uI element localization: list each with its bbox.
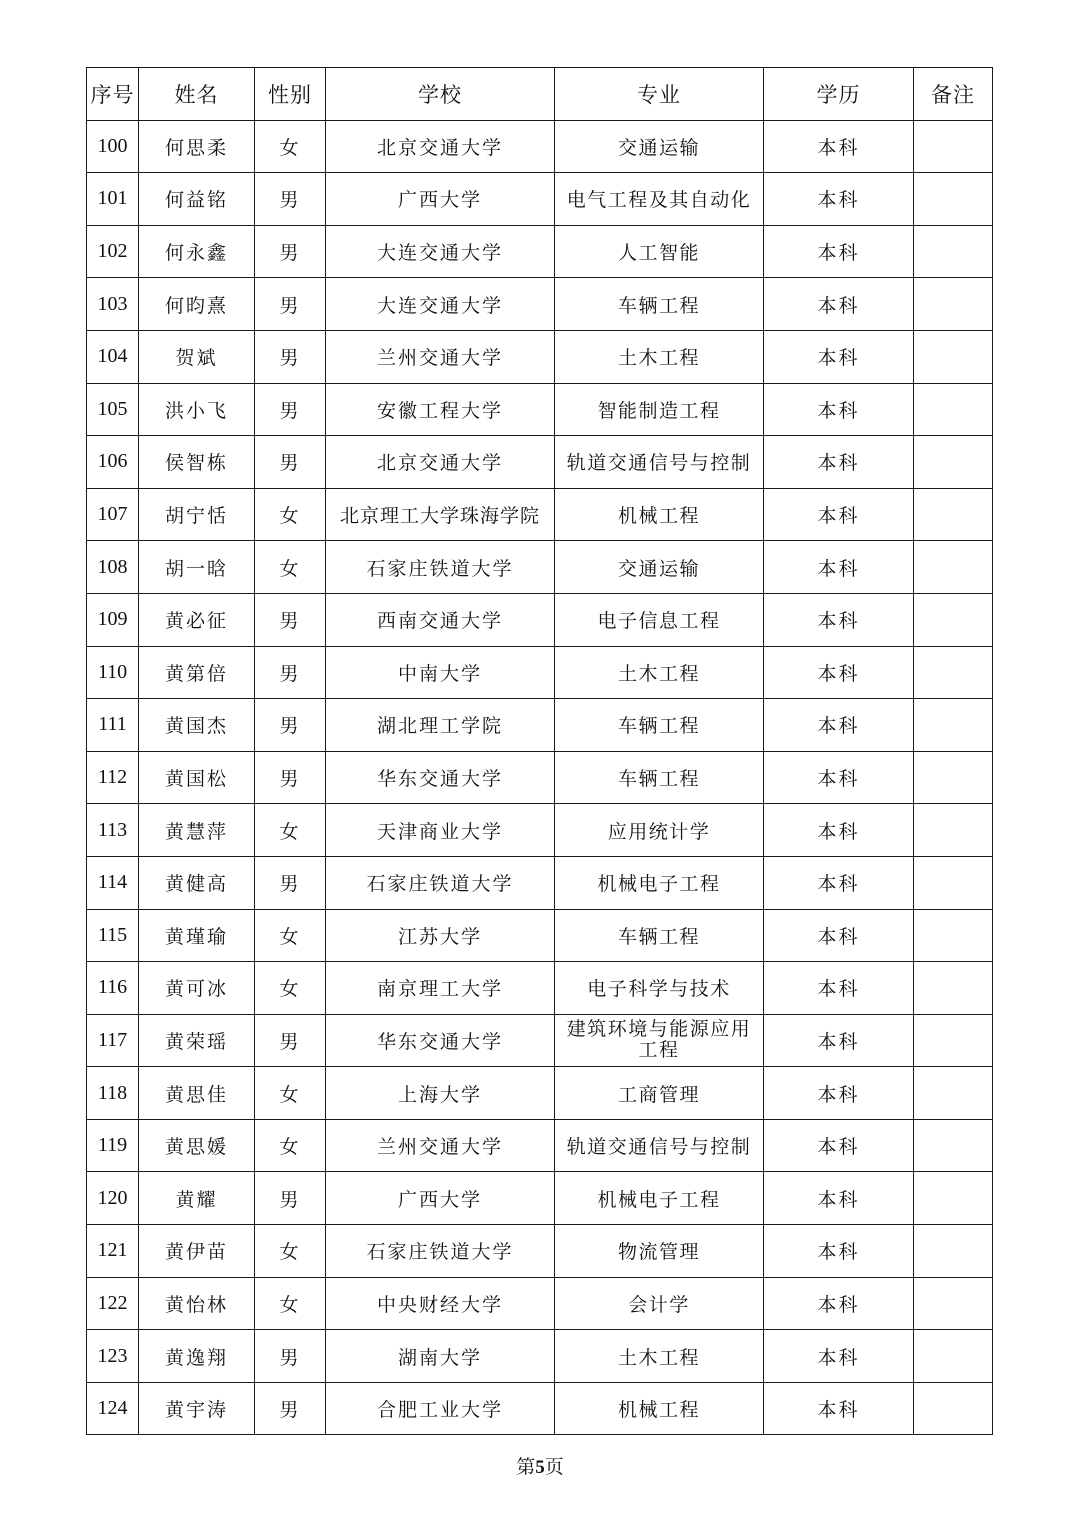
cell-name: 黄宇涛 — [139, 1382, 255, 1435]
page-footer — [0, 1452, 1080, 1479]
roster-table — [86, 67, 993, 1435]
table-row — [87, 488, 993, 541]
header-name: 姓名 — [139, 68, 255, 121]
cell-gender: 女 — [255, 1119, 326, 1172]
cell-degree: 本科 — [764, 856, 914, 909]
cell-major: 电子科学与技术 — [555, 962, 764, 1015]
cell-gender: 男 — [255, 1382, 326, 1435]
cell-remark — [914, 856, 993, 909]
cell-degree: 本科 — [764, 1172, 914, 1225]
header-degree: 学历 — [764, 68, 914, 121]
cell-major: 会计学 — [555, 1277, 764, 1330]
table-row — [87, 1172, 993, 1225]
cell-remark — [914, 1119, 993, 1172]
cell-gender: 男 — [255, 856, 326, 909]
cell-remark — [914, 436, 993, 489]
cell-remark — [914, 383, 993, 436]
cell-remark — [914, 120, 993, 173]
cell-gender: 男 — [255, 646, 326, 699]
cell-name: 黄瑾瑜 — [139, 909, 255, 962]
cell-name: 洪小飞 — [139, 383, 255, 436]
cell-name: 黄可冰 — [139, 962, 255, 1015]
cell-major-line: 工程 — [638, 1039, 680, 1062]
cell-major: 车辆工程 — [555, 278, 764, 331]
cell-remark — [914, 1277, 993, 1330]
cell-remark — [914, 751, 993, 804]
cell-gender: 男 — [255, 383, 326, 436]
cell-remark — [914, 225, 993, 278]
cell-index: 112 — [87, 751, 139, 804]
cell-index: 102 — [87, 225, 139, 278]
cell-name: 黄必征 — [139, 593, 255, 646]
cell-index: 108 — [87, 541, 139, 594]
cell-name: 何昀熹 — [139, 278, 255, 331]
cell-major: 人工智能 — [555, 225, 764, 278]
table-row — [87, 173, 993, 226]
cell-gender: 女 — [255, 804, 326, 857]
cell-school: 中南大学 — [326, 646, 555, 699]
cell-name: 黄伊苗 — [139, 1225, 255, 1278]
cell-degree: 本科 — [764, 804, 914, 857]
table-row — [87, 646, 993, 699]
cell-degree: 本科 — [764, 488, 914, 541]
cell-major: 土木工程 — [555, 330, 764, 383]
cell-major: 轨道交通信号与控制 — [555, 1119, 764, 1172]
cell-major: 应用统计学 — [555, 804, 764, 857]
cell-name: 何思柔 — [139, 120, 255, 173]
table-row — [87, 1330, 993, 1383]
cell-major-line: 建筑环境与能源应用 — [566, 1017, 752, 1040]
cell-degree: 本科 — [764, 909, 914, 962]
cell-major: 轨道交通信号与控制 — [555, 436, 764, 489]
cell-school: 北京交通大学 — [326, 436, 555, 489]
cell-index: 116 — [87, 962, 139, 1015]
cell-major: 机械电子工程 — [555, 1172, 764, 1225]
cell-school: 华东交通大学 — [326, 1014, 555, 1067]
cell-remark — [914, 1014, 993, 1067]
cell-name: 何益铭 — [139, 173, 255, 226]
table-row — [87, 804, 993, 857]
cell-index: 118 — [87, 1067, 139, 1120]
cell-index: 122 — [87, 1277, 139, 1330]
table-row — [87, 751, 993, 804]
cell-school: 大连交通大学 — [326, 278, 555, 331]
cell-index: 107 — [87, 488, 139, 541]
cell-remark — [914, 1225, 993, 1278]
cell-school: 天津商业大学 — [326, 804, 555, 857]
cell-index: 124 — [87, 1382, 139, 1435]
header-gender: 性别 — [255, 68, 326, 121]
table-row — [87, 1067, 993, 1120]
table-row — [87, 1382, 993, 1435]
table-row — [87, 856, 993, 909]
cell-degree: 本科 — [764, 962, 914, 1015]
cell-school: 西南交通大学 — [326, 593, 555, 646]
header-index: 序号 — [87, 68, 139, 121]
cell-name: 黄第倍 — [139, 646, 255, 699]
cell-degree: 本科 — [764, 1277, 914, 1330]
cell-degree: 本科 — [764, 330, 914, 383]
cell-degree: 本科 — [764, 646, 914, 699]
cell-school: 北京交通大学 — [326, 120, 555, 173]
cell-name: 黄国松 — [139, 751, 255, 804]
cell-index: 115 — [87, 909, 139, 962]
table-row — [87, 1225, 993, 1278]
cell-major: 机械电子工程 — [555, 856, 764, 909]
cell-school: 南京理工大学 — [326, 962, 555, 1015]
cell-name: 黄荣瑶 — [139, 1014, 255, 1067]
cell-major: 车辆工程 — [555, 699, 764, 752]
cell-school: 湖北理工学院 — [326, 699, 555, 752]
table-row — [87, 120, 993, 173]
cell-name: 黄耀 — [139, 1172, 255, 1225]
table-row — [87, 1014, 993, 1067]
cell-major: 机械工程 — [555, 1382, 764, 1435]
cell-degree: 本科 — [764, 436, 914, 489]
cell-school: 石家庄铁道大学 — [326, 541, 555, 594]
cell-gender: 女 — [255, 962, 326, 1015]
header-row — [87, 68, 993, 121]
table-row — [87, 1119, 993, 1172]
cell-remark — [914, 593, 993, 646]
cell-major: 机械工程 — [555, 488, 764, 541]
table-row — [87, 962, 993, 1015]
cell-major: 土木工程 — [555, 646, 764, 699]
cell-remark — [914, 804, 993, 857]
cell-major: 土木工程 — [555, 1330, 764, 1383]
cell-index: 101 — [87, 173, 139, 226]
cell-major: 车辆工程 — [555, 909, 764, 962]
cell-school: 北京理工大学珠海学院 — [326, 488, 555, 541]
cell-index: 109 — [87, 593, 139, 646]
table-row — [87, 699, 993, 752]
cell-gender: 女 — [255, 909, 326, 962]
table-row — [87, 278, 993, 331]
table-row — [87, 383, 993, 436]
cell-school: 合肥工业大学 — [326, 1382, 555, 1435]
cell-name: 侯智栋 — [139, 436, 255, 489]
cell-gender: 男 — [255, 593, 326, 646]
cell-remark — [914, 541, 993, 594]
cell-name: 黄健高 — [139, 856, 255, 909]
cell-remark — [914, 1067, 993, 1120]
cell-school: 安徽工程大学 — [326, 383, 555, 436]
cell-gender: 男 — [255, 699, 326, 752]
cell-name: 胡宁恬 — [139, 488, 255, 541]
cell-name: 黄逸翔 — [139, 1330, 255, 1383]
cell-gender: 男 — [255, 173, 326, 226]
cell-gender: 男 — [255, 436, 326, 489]
table-row — [87, 593, 993, 646]
page-footer-suffix: 页 — [544, 1457, 564, 1478]
header-remark: 备注 — [914, 68, 993, 121]
table-row — [87, 909, 993, 962]
cell-remark — [914, 1330, 993, 1383]
cell-degree: 本科 — [764, 120, 914, 173]
cell-index: 111 — [87, 699, 139, 752]
cell-remark — [914, 962, 993, 1015]
cell-degree: 本科 — [764, 1225, 914, 1278]
cell-gender: 男 — [255, 1014, 326, 1067]
cell-index: 100 — [87, 120, 139, 173]
cell-index: 120 — [87, 1172, 139, 1225]
cell-name: 黄思媛 — [139, 1119, 255, 1172]
cell-name: 何永鑫 — [139, 225, 255, 278]
cell-degree: 本科 — [764, 699, 914, 752]
cell-name: 贺斌 — [139, 330, 255, 383]
cell-remark — [914, 488, 993, 541]
cell-school: 华东交通大学 — [326, 751, 555, 804]
cell-index: 119 — [87, 1119, 139, 1172]
cell-degree: 本科 — [764, 541, 914, 594]
cell-name: 黄国杰 — [139, 699, 255, 752]
cell-name: 黄思佳 — [139, 1067, 255, 1120]
header-school: 学校 — [326, 68, 555, 121]
cell-index: 113 — [87, 804, 139, 857]
cell-degree: 本科 — [764, 1330, 914, 1383]
cell-school: 上海大学 — [326, 1067, 555, 1120]
cell-degree: 本科 — [764, 1119, 914, 1172]
cell-index: 105 — [87, 383, 139, 436]
cell-degree: 本科 — [764, 1014, 914, 1067]
cell-major: 电子信息工程 — [555, 593, 764, 646]
cell-school: 石家庄铁道大学 — [326, 856, 555, 909]
table-row — [87, 330, 993, 383]
cell-index: 106 — [87, 436, 139, 489]
cell-index: 104 — [87, 330, 139, 383]
cell-school: 石家庄铁道大学 — [326, 1225, 555, 1278]
cell-remark — [914, 909, 993, 962]
cell-gender: 女 — [255, 541, 326, 594]
cell-major: 物流管理 — [555, 1225, 764, 1278]
cell-major: 交通运输 — [555, 541, 764, 594]
header-major: 专业 — [555, 68, 764, 121]
table-row — [87, 436, 993, 489]
cell-gender: 女 — [255, 120, 326, 173]
cell-remark — [914, 1172, 993, 1225]
cell-major — [555, 1014, 764, 1067]
cell-gender: 男 — [255, 330, 326, 383]
cell-degree: 本科 — [764, 225, 914, 278]
cell-degree: 本科 — [764, 1067, 914, 1120]
cell-remark — [914, 173, 993, 226]
cell-degree: 本科 — [764, 751, 914, 804]
cell-degree: 本科 — [764, 278, 914, 331]
cell-remark — [914, 699, 993, 752]
cell-degree: 本科 — [764, 1382, 914, 1435]
cell-school: 广西大学 — [326, 173, 555, 226]
cell-index: 123 — [87, 1330, 139, 1383]
cell-gender: 男 — [255, 1172, 326, 1225]
cell-school: 中央财经大学 — [326, 1277, 555, 1330]
table-row — [87, 225, 993, 278]
cell-remark — [914, 1382, 993, 1435]
cell-degree: 本科 — [764, 383, 914, 436]
cell-remark — [914, 278, 993, 331]
cell-gender: 女 — [255, 1277, 326, 1330]
cell-school: 兰州交通大学 — [326, 1119, 555, 1172]
cell-gender: 男 — [255, 751, 326, 804]
page-number: 5 — [535, 1457, 545, 1478]
cell-school: 江苏大学 — [326, 909, 555, 962]
table-row — [87, 1277, 993, 1330]
cell-degree: 本科 — [764, 593, 914, 646]
cell-major: 智能制造工程 — [555, 383, 764, 436]
cell-gender: 男 — [255, 278, 326, 331]
cell-school: 湖南大学 — [326, 1330, 555, 1383]
table-row — [87, 541, 993, 594]
cell-school: 大连交通大学 — [326, 225, 555, 278]
cell-index: 114 — [87, 856, 139, 909]
cell-major: 工商管理 — [555, 1067, 764, 1120]
page-footer-prefix: 第 — [516, 1457, 536, 1478]
cell-index: 117 — [87, 1014, 139, 1067]
cell-index: 103 — [87, 278, 139, 331]
cell-gender: 女 — [255, 1067, 326, 1120]
cell-major: 交通运输 — [555, 120, 764, 173]
cell-index: 110 — [87, 646, 139, 699]
cell-index: 121 — [87, 1225, 139, 1278]
cell-school: 兰州交通大学 — [326, 330, 555, 383]
cell-remark — [914, 330, 993, 383]
cell-gender: 男 — [255, 225, 326, 278]
cell-gender: 男 — [255, 1330, 326, 1383]
cell-major: 电气工程及其自动化 — [555, 173, 764, 226]
cell-name: 黄慧萍 — [139, 804, 255, 857]
cell-school: 广西大学 — [326, 1172, 555, 1225]
cell-degree: 本科 — [764, 173, 914, 226]
cell-gender: 女 — [255, 1225, 326, 1278]
cell-name: 胡一晗 — [139, 541, 255, 594]
cell-major: 车辆工程 — [555, 751, 764, 804]
cell-remark — [914, 646, 993, 699]
cell-name: 黄怡林 — [139, 1277, 255, 1330]
cell-gender: 女 — [255, 488, 326, 541]
